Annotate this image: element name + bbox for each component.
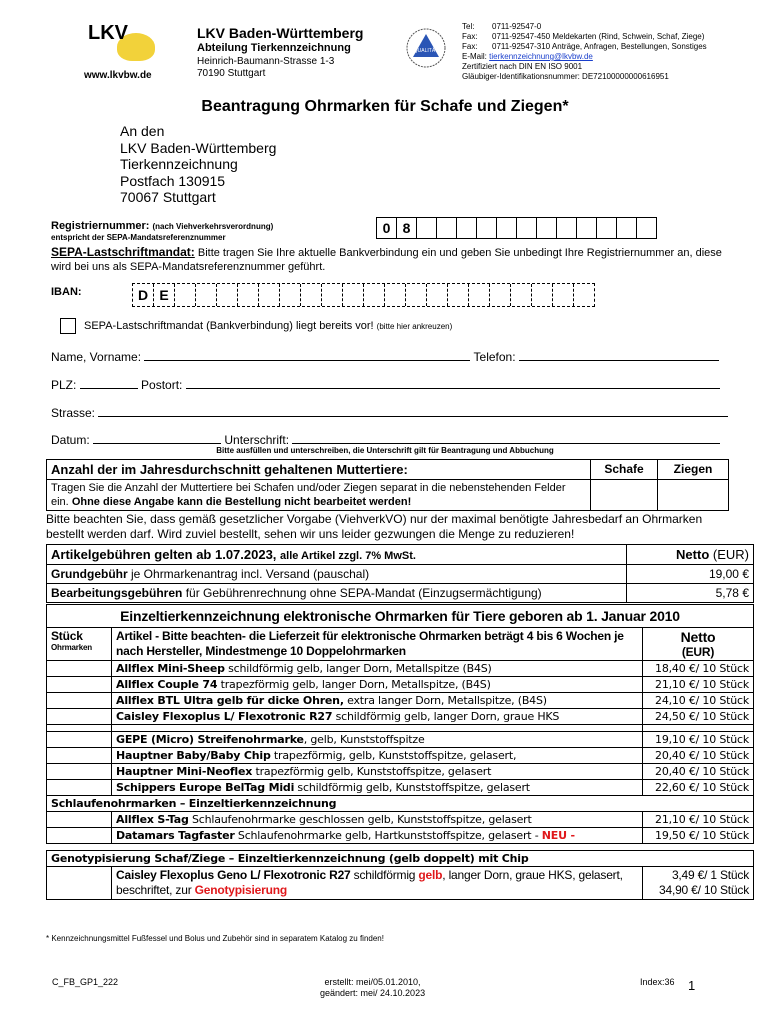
sheep-column: Schafe xyxy=(591,460,658,480)
department: Abteilung Tierkennzeichnung xyxy=(197,42,351,54)
plz-label: PLZ: xyxy=(51,378,77,392)
article-desc: schildförmig gelb, langer Dorn, graue HKS xyxy=(332,710,560,723)
article-desc: Schlaufenohrmarke geschlossen gelb, Kunststoffspitze, gelasert xyxy=(188,813,532,826)
loop-tags-title: Schlaufenohrmarken – Einzeltierkennzeichnung xyxy=(47,796,754,812)
email-link[interactable]: tierkennzeichnung@lkvbw.de xyxy=(489,52,593,61)
net-header-unit: (EUR) xyxy=(681,645,715,659)
logo-text: LKV xyxy=(88,22,128,44)
page-number: 1 xyxy=(688,978,696,993)
qty-input[interactable] xyxy=(47,693,112,709)
qty-input[interactable] xyxy=(47,661,112,677)
net-header xyxy=(643,628,754,661)
email-label: E-Mail: xyxy=(462,52,487,61)
ewe-description xyxy=(47,480,591,511)
sheep-count-input[interactable] xyxy=(591,480,658,511)
registration-digit-box[interactable] xyxy=(417,218,437,238)
qty-input[interactable] xyxy=(47,780,112,796)
article-price: 24,10 €/ 10 Stück xyxy=(643,693,754,709)
ewe-desc-bold: Ohne diese Angabe kann die Bestellung nicht bearbeitet werden! xyxy=(71,496,412,508)
article-name: Hauptner Mini-Neoflex xyxy=(116,765,253,778)
iban-field[interactable] xyxy=(132,283,595,307)
registration-digit-box[interactable] xyxy=(477,218,497,238)
article-cell xyxy=(112,764,643,780)
iban-char-box[interactable] xyxy=(364,284,385,306)
iban-char-box[interactable] xyxy=(406,284,427,306)
creditor-id: Gläubiger-Identifikationsnummer: DE72100000000616951 xyxy=(462,72,669,81)
processing-fee-bold: Bearbeitungsgebühren xyxy=(51,586,183,600)
city-field[interactable] xyxy=(186,377,720,389)
sepa-existing-text: SEPA-Lastschriftmandat (Bankverbindung) liegt bereits vor! xyxy=(84,320,374,332)
changed-date: geändert: mei/ 24.10.2023 xyxy=(320,988,426,998)
plz-field[interactable] xyxy=(80,377,138,389)
fax-label-2: Fax: xyxy=(462,42,478,51)
iban-char-box[interactable] xyxy=(511,284,532,306)
iban-char-box[interactable] xyxy=(217,284,238,306)
iban-char-box[interactable] xyxy=(490,284,511,306)
processing-fee-price: 5,78 € xyxy=(627,584,754,603)
sepa-label: SEPA-Lastschriftmandat: xyxy=(51,245,195,259)
article-cell xyxy=(112,709,643,725)
contact-block xyxy=(462,22,707,82)
ewe-heading: Anzahl der im Jahresdurchschnitt gehaltenen Muttertiere: xyxy=(47,460,591,480)
base-fee-text: je Ohrmarkenantrag incl. Versand (pauschal) xyxy=(127,567,370,581)
fees-heading-text: Artikelgebühren gelten ab 1.07.2023, xyxy=(51,547,277,562)
catalog-row xyxy=(47,661,754,677)
page-title: Beantragung Ohrmarken für Schafe und Ziegen* xyxy=(201,98,569,115)
street-row xyxy=(51,405,728,420)
qty-input[interactable] xyxy=(47,812,112,828)
genotyping-desc-1: schildförmig xyxy=(350,868,419,882)
name-label: Name, Vorname: xyxy=(51,350,142,364)
genotyping-price-ten: 34,90 €/ 10 Stück xyxy=(659,883,749,897)
date-field[interactable] xyxy=(93,432,221,444)
processing-fee-row xyxy=(47,584,627,603)
iban-label: IBAN: xyxy=(51,286,82,298)
catalog-row xyxy=(47,709,754,725)
quality-seal-icon xyxy=(405,27,447,69)
fees-net-unit: (EUR) xyxy=(712,547,749,562)
registration-number-field[interactable] xyxy=(376,217,657,239)
eartag-catalog-table xyxy=(46,604,754,900)
city-label: Postort: xyxy=(141,378,183,392)
registration-digit-box[interactable] xyxy=(577,218,597,238)
catalog-section-title: Einzeltierkennzeichnung elektronische Ohrmarken für Tiere geboren ab 1. Januar 2010 xyxy=(47,605,754,628)
registration-digit-box[interactable] xyxy=(457,218,477,238)
article-cell xyxy=(112,677,643,693)
article-cell xyxy=(112,693,643,709)
genotyping-color: gelb xyxy=(418,868,443,882)
form-code: C_FB_GP1_222 xyxy=(52,977,119,987)
registration-digit-box[interactable]: 0 xyxy=(377,218,397,238)
revision-dates xyxy=(320,977,425,999)
iban-char-box[interactable] xyxy=(196,284,217,306)
tel-label: Tel: xyxy=(462,22,475,31)
sepa-existing-note: (bitte hier ankreuzen) xyxy=(376,322,453,331)
registration-digit-box[interactable] xyxy=(437,218,457,238)
date-row xyxy=(51,432,720,447)
catalog-row xyxy=(47,764,754,780)
article-desc: Schlaufenohrmarke gelb, Hartkunststoffspitze, gelasert - xyxy=(234,829,542,842)
article-cell xyxy=(112,828,643,844)
org-address xyxy=(197,56,334,80)
fees-net-header xyxy=(627,545,754,565)
base-fee-row xyxy=(47,565,627,584)
lkv-logo xyxy=(86,22,158,68)
genotyping-name: Caisley Flexoplus Geno L/ Flexotronic R27 xyxy=(116,868,351,882)
recipient-line: Postfach 130915 xyxy=(120,172,226,189)
street-label: Strasse: xyxy=(51,406,96,420)
qty-input[interactable] xyxy=(47,732,112,748)
fax-number-1: 0711-92547-450 Meldekarten (Rind, Schwein, Schaf, Ziege) xyxy=(492,32,705,41)
ewe-desc-text: Tragen Sie die Anzahl der Muttertiere bei Schafen und/oder Ziegen separat in die nebenstehenden Felder ein. xyxy=(51,482,566,508)
genotyping-article xyxy=(112,867,643,900)
iban-char-box[interactable] xyxy=(280,284,301,306)
base-fee-price: 19,00 € xyxy=(627,565,754,584)
genotyping-desc-2: , langer Dorn, graue HKS, gelasert, beschriftet, zur xyxy=(116,868,623,897)
genotyping-price xyxy=(643,867,754,900)
qty-header-label: Stück xyxy=(51,629,83,643)
iban-char-box[interactable]: D xyxy=(133,284,154,306)
catalog-row xyxy=(47,677,754,693)
catalog-row xyxy=(47,732,754,748)
registration-sub: entspricht der SEPA-Mandatsreferenznummer xyxy=(51,233,226,242)
article-name: GEPE (Micro) Streifenohrmarke xyxy=(116,733,304,746)
iban-char-box[interactable] xyxy=(385,284,406,306)
recipient-line: 70067 Stuttgart xyxy=(120,189,216,205)
article-price: 20,40 €/ 10 Stück xyxy=(643,764,754,780)
registration-digit-box[interactable] xyxy=(517,218,537,238)
article-name: Allflex BTL Ultra gelb für dicke Ohren, xyxy=(116,694,344,707)
article-cell xyxy=(112,732,643,748)
article-header: Artikel - Bitte beachten- die Lieferzeit für elektronische Ohrmarken beträgt 4 bis 6 Wochen je nach Hersteller, Mindestmenge 10 Doppelohrmarken xyxy=(112,628,643,661)
tel-number: 0711-92547-0 xyxy=(492,22,542,31)
fax-label: Fax: xyxy=(462,32,478,41)
iban-char-box[interactable] xyxy=(532,284,553,306)
article-name: Allflex Mini-Sheep xyxy=(116,662,225,675)
article-desc: trapezförmig, gelb, Kunststoffspitze, gelasert, xyxy=(270,749,517,762)
registration-note: (nach Viehverkehrsverordnung) xyxy=(152,222,274,231)
registration-digit-box[interactable] xyxy=(537,218,557,238)
article-desc: extra langer Dorn, Metallspitze, (B4S) xyxy=(343,694,547,707)
article-price: 22,60 €/ 10 Stück xyxy=(643,780,754,796)
iban-char-box[interactable] xyxy=(259,284,280,306)
registration-digit-box[interactable] xyxy=(557,218,577,238)
article-desc: , gelb, Kunststoffspitze xyxy=(303,733,425,746)
article-cell xyxy=(112,812,643,828)
catalog-row xyxy=(47,693,754,709)
article-cell xyxy=(112,780,643,796)
article-price: 19,10 €/ 10 Stück xyxy=(643,732,754,748)
certification: Zertifiziert nach DIN EN ISO 9001 xyxy=(462,62,583,71)
iban-char-box[interactable] xyxy=(343,284,364,306)
iban-char-box[interactable] xyxy=(301,284,322,306)
legal-notice: Bitte beachten Sie, dass gemäß gesetzlicher Vorgabe (ViehverkVO) nur der maximal benötigte Jahresbedarf an Ohrmarken bestellt werden darf. Wird zuviel bestellt, sehen wir uns leider gezwungen die Menge zu reduzieren! xyxy=(46,512,703,541)
fees-net-label: Netto xyxy=(676,547,710,562)
registration-digit-box[interactable] xyxy=(617,218,637,238)
signature-label: Unterschrift: xyxy=(224,433,290,447)
registration-digit-box[interactable] xyxy=(497,218,517,238)
article-price: 20,40 €/ 10 Stück xyxy=(643,748,754,764)
qty-input[interactable] xyxy=(47,867,112,900)
seal-text: QUALITÄT xyxy=(413,48,439,54)
phone-label: Telefon: xyxy=(473,350,516,364)
sepa-text: Bitte tragen Sie Ihre aktuelle Bankverbindung ein und geben Sie unbedingt Ihre Registriernummer an, diese wird bei uns als SEPA-Mandatsreferenznummer geführt. xyxy=(51,247,722,273)
registration-digit-box[interactable] xyxy=(597,218,617,238)
qty-input[interactable] xyxy=(47,709,112,725)
registration-digit-box[interactable] xyxy=(637,218,656,238)
article-desc: trapezförmig gelb, langer Dorn, Metallspitze, (B4S) xyxy=(217,678,491,691)
registration-label-text: Registriernummer: xyxy=(51,220,150,232)
catalog-row xyxy=(47,812,754,828)
article-price: 21,10 €/ 10 Stück xyxy=(643,812,754,828)
footnote: * Kennzeichnungsmittel Fußfessel und Bolus und Zubehör sind in separatem Katalog zu finden! xyxy=(46,934,384,943)
recipient-address xyxy=(120,123,276,206)
iban-char-box[interactable] xyxy=(574,284,594,306)
name-field[interactable] xyxy=(144,349,470,361)
created-date: erstellt: mei/05.01.2010, xyxy=(324,977,421,987)
index-number: Index:36 xyxy=(640,977,675,987)
iban-char-box[interactable] xyxy=(553,284,574,306)
fees-table xyxy=(46,544,754,603)
article-desc: schildförmig gelb, langer Dorn, Metallspitze (B4S) xyxy=(224,662,492,675)
date-label: Datum: xyxy=(51,433,90,447)
genotyping-title: Genotypisierung Schaf/Ziege – Einzeltierkennzeichnung (gelb doppelt) mit Chip xyxy=(47,851,754,867)
recipient-line: Tierkennzeichnung xyxy=(120,156,238,172)
street-field[interactable] xyxy=(98,405,728,417)
article-name: Caisley Flexoplus L/ Flexotronic R27 xyxy=(116,710,333,723)
iban-char-box[interactable] xyxy=(427,284,448,306)
article-name: Schippers Europe BelTag Midi xyxy=(116,781,295,794)
catalog-row xyxy=(47,780,754,796)
fees-heading-vat: alle Artikel zzgl. 7% MwSt. xyxy=(280,550,416,562)
registration-label xyxy=(51,220,273,232)
base-fee-bold: Grundgebühr xyxy=(51,567,128,581)
plz-row xyxy=(51,377,720,392)
fees-heading xyxy=(47,545,627,565)
processing-fee-text: für Gebührenrechnung ohne SEPA-Mandat (Einzugsermächtigung) xyxy=(182,586,542,600)
article-price: 21,10 €/ 10 Stück xyxy=(643,677,754,693)
website-link[interactable]: www.lkvbw.de xyxy=(84,70,152,81)
article-cell xyxy=(112,661,643,677)
iban-char-box[interactable] xyxy=(469,284,490,306)
ewe-count-table xyxy=(46,459,729,511)
signature-hint: Bitte ausfüllen und unterschreiben, die Unterschrift gilt für Beantragung und Abbuchung xyxy=(216,446,554,455)
genotyping-price-single: 3,49 €/ 1 Stück xyxy=(671,868,749,882)
net-header-label: Netto xyxy=(680,629,716,645)
goat-column: Ziegen xyxy=(658,460,729,480)
article-name: Datamars Tagfaster xyxy=(116,829,235,842)
article-price: 24,50 €/ 10 Stück xyxy=(643,709,754,725)
org-street: Heinrich-Baumann-Strasse 1-3 xyxy=(197,56,335,67)
sepa-info xyxy=(51,245,731,274)
registration-digit-box[interactable]: 8 xyxy=(397,218,417,238)
recipient-line: An den xyxy=(120,123,165,139)
qty-input[interactable] xyxy=(47,677,112,693)
qty-input[interactable] xyxy=(47,748,112,764)
name-row xyxy=(51,349,719,364)
phone-field[interactable] xyxy=(519,349,719,361)
iban-char-box[interactable] xyxy=(238,284,259,306)
article-name: Allflex Couple 74 xyxy=(116,678,218,691)
article-cell xyxy=(112,748,643,764)
article-price: 19,50 €/ 10 Stück xyxy=(643,828,754,844)
recipient-line: LKV Baden-Württemberg xyxy=(120,139,277,156)
article-desc: trapezförmig gelb, Kunststoffspitze, gelasert xyxy=(252,765,492,778)
sepa-existing-label xyxy=(84,320,452,332)
org-name: LKV Baden-Württemberg xyxy=(197,25,364,41)
article-price: 18,40 €/ 10 Stück xyxy=(643,661,754,677)
genotyping-purpose: Genotypisierung xyxy=(194,883,287,897)
qty-input[interactable] xyxy=(47,828,112,844)
fax-number-2: 0711-92547-310 Anträge, Anfragen, Bestellungen, Sonstiges xyxy=(492,42,707,51)
catalog-row xyxy=(47,828,754,844)
goat-count-input[interactable] xyxy=(658,480,729,511)
article-name: Hauptner Baby/Baby Chip xyxy=(116,749,271,762)
article-desc: schildförmig gelb, Kunststoffspitze, gelasert xyxy=(294,781,530,794)
qty-input[interactable] xyxy=(47,764,112,780)
sepa-existing-checkbox[interactable] xyxy=(60,318,76,334)
iban-char-box[interactable] xyxy=(175,284,196,306)
signature-field[interactable] xyxy=(292,432,720,444)
iban-char-box[interactable] xyxy=(448,284,469,306)
org-city: 70190 Stuttgart xyxy=(197,68,266,79)
iban-char-box[interactable]: E xyxy=(154,284,175,306)
qty-header-sub: Ohrmarken xyxy=(51,643,92,652)
iban-char-box[interactable] xyxy=(322,284,343,306)
article-name: Allflex S-Tag xyxy=(116,813,189,826)
qty-header xyxy=(47,628,112,661)
catalog-row xyxy=(47,748,754,764)
new-badge: NEU - xyxy=(541,829,575,842)
